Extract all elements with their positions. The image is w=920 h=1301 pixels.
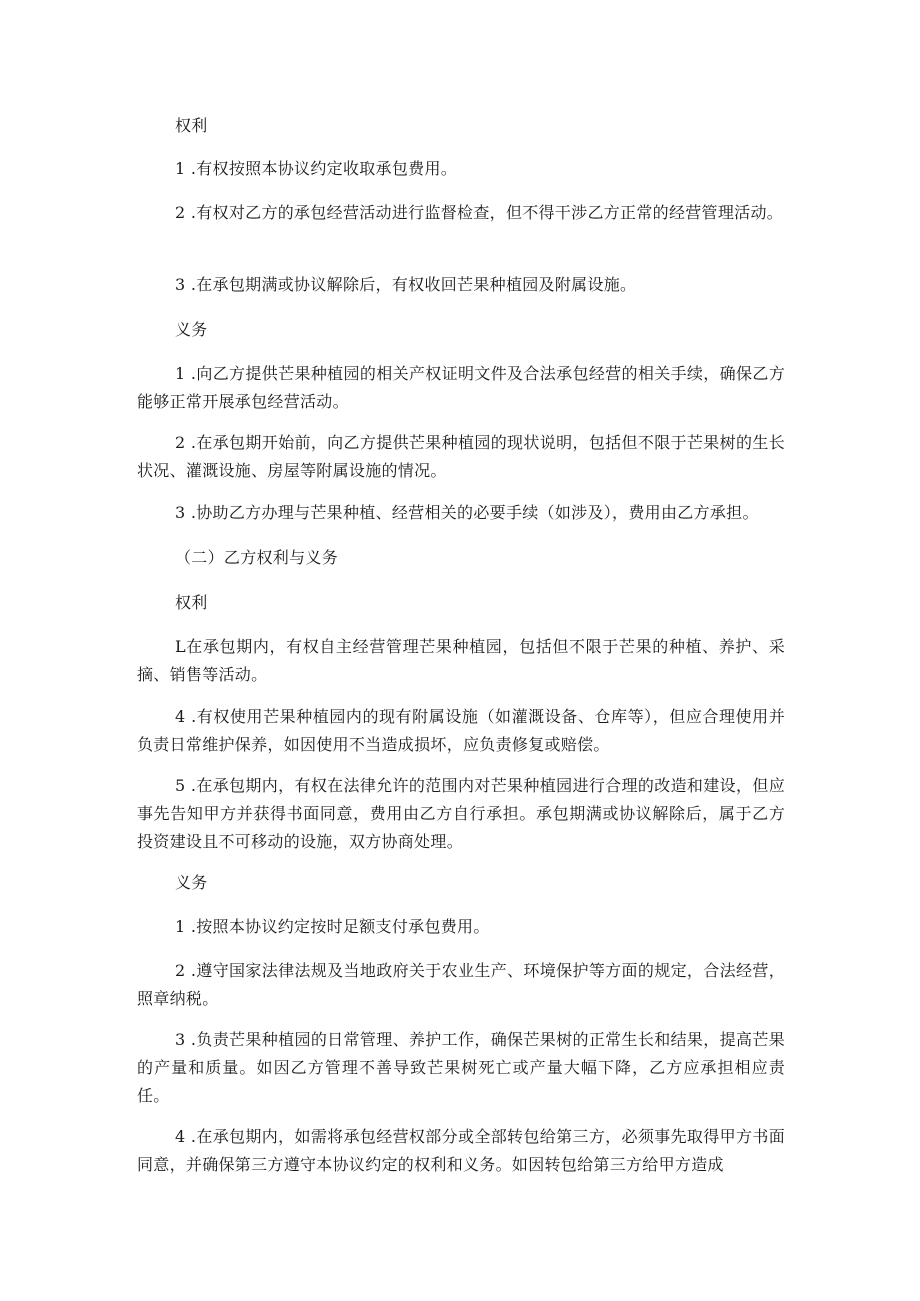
clause-paragraph: 1 .向乙方提供芒果种植园的相关产权证明文件及合法承包经营的相关手续，确保乙方能够正常开展承包经营活动。 — [137, 364, 785, 411]
clause-paragraph: 4 .有权使用芒果种植园内的现有附属设施（如灌溉设备、仓库等），但应合理使用并负责日常维护保养，如因使用不当造成损坏，应负责修复或赔偿。 — [137, 707, 785, 754]
clause-paragraph: L在承包期内，有权自主经营管理芒果种植园，包括但不限于芒果的种植、养护、采摘、销售等活动。 — [137, 637, 785, 684]
section-heading-obligations: 义务 — [175, 873, 208, 892]
clause-paragraph: 1 .有权按照本协议约定收取承包费用。 — [175, 159, 458, 178]
clause-paragraph: 2 .遵守国家法律法规及当地政府关于农业生产、环境保护等方面的规定，合法经营，照章纳税。 — [137, 961, 785, 1008]
clause-paragraph: 1 .按照本协议约定按时足额支付承包费用。 — [175, 917, 490, 936]
clause-paragraph: 2 .在承包期开始前，向乙方提供芒果种植园的现状说明，包括但不限于芒果树的生长状况、灌溉设施、房屋等附属设施的情况。 — [137, 433, 785, 480]
clause-paragraph: 2 .有权对乙方的承包经营活动进行监督检查，但不得干涉乙方正常的经营管理活动。 — [175, 203, 784, 222]
clause-paragraph: 3 .协助乙方办理与芒果种植、经营相关的必要手续（如涉及），费用由乙方承担。 — [175, 503, 759, 522]
clause-paragraph: 4 .在承包期内，如需将承包经营权部分或全部转包给第三方，必须事先取得甲方书面同意，并确保第三方遵守本协议约定的权利和义务。如因转包给第三方给甲方造成 — [137, 1127, 785, 1174]
section-heading-party-b: （二）乙方权利与义务 — [175, 548, 339, 567]
clause-paragraph: 5 .在承包期内，有权在法律允许的范围内对芒果种植园进行合理的改造和建设，但应事先告知甲方并获得书面同意，费用由乙方自行承担。承包期满或协议解除后，属于乙方投资建设且不可移动的设施，双方协商处理。 — [137, 776, 785, 851]
section-heading-rights: 权利 — [175, 116, 208, 135]
clause-paragraph: 3 .负责芒果种植园的日常管理、养护工作，确保芒果树的正常生长和结果，提高芒果的产量和质量。如因乙方管理不善导致芒果树死亡或产量大幅下降，乙方应承担相应责任。 — [137, 1030, 785, 1105]
clause-paragraph: 3 .在承包期满或协议解除后，有权收回芒果种植园及附属设施。 — [175, 275, 637, 294]
section-heading-rights: 权利 — [175, 593, 208, 612]
section-heading-obligations: 义务 — [175, 320, 208, 339]
